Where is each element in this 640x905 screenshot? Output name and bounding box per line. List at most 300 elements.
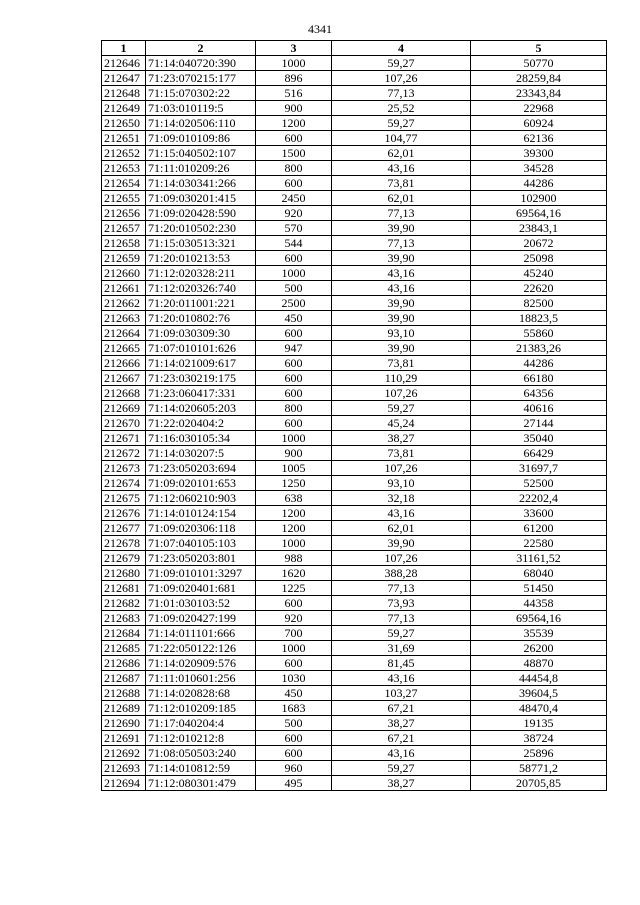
table-cell-col-2: 71:07:040105:103 [146, 536, 256, 551]
table-cell-col-4: 43,16 [332, 266, 471, 281]
column-header-5: 5 [471, 41, 607, 56]
table-row [102, 131, 607, 146]
table-cell-col-1: 212647 [102, 71, 146, 86]
table-row [102, 596, 607, 611]
table-cell-col-3: 2500 [256, 296, 332, 311]
table-cell-col-3: 600 [256, 356, 332, 371]
table-cell-col-3: 1000 [256, 266, 332, 281]
table-row [102, 671, 607, 686]
table-cell-col-1: 212689 [102, 701, 146, 716]
table-cell-col-1: 212686 [102, 656, 146, 671]
table-cell-col-4: 31,69 [332, 641, 471, 656]
table-cell-col-5: 44286 [471, 356, 607, 371]
table-cell-col-2: 71:12:010209:185 [146, 701, 256, 716]
table-cell-col-5: 62136 [471, 131, 607, 146]
table-cell-col-3: 450 [256, 311, 332, 326]
table-cell-col-5: 68040 [471, 566, 607, 581]
table-cell-col-4: 39,90 [332, 221, 471, 236]
table-cell-col-3: 988 [256, 551, 332, 566]
table-cell-col-5: 58771,2 [471, 761, 607, 776]
table-cell-col-3: 900 [256, 101, 332, 116]
table-cell-col-2: 71:09:020101:653 [146, 476, 256, 491]
table-cell-col-4: 38,27 [332, 776, 471, 791]
table-cell-col-5: 33600 [471, 506, 607, 521]
table-cell-col-4: 25,52 [332, 101, 471, 116]
table-row [102, 761, 607, 776]
table-cell-col-3: 1000 [256, 641, 332, 656]
table-cell-col-4: 73,93 [332, 596, 471, 611]
table-cell-col-2: 71:15:070302:22 [146, 86, 256, 101]
table-row [102, 701, 607, 716]
table-cell-col-1: 212682 [102, 596, 146, 611]
table-cell-col-1: 212651 [102, 131, 146, 146]
table-cell-col-3: 960 [256, 761, 332, 776]
table-row [102, 311, 607, 326]
table-cell-col-4: 32,18 [332, 491, 471, 506]
table-cell-col-4: 43,16 [332, 506, 471, 521]
table-cell-col-5: 22620 [471, 281, 607, 296]
table-cell-col-1: 212676 [102, 506, 146, 521]
table-cell-col-4: 77,13 [332, 206, 471, 221]
column-header-4: 4 [332, 41, 471, 56]
table-cell-col-4: 62,01 [332, 146, 471, 161]
table-cell-col-4: 45,24 [332, 416, 471, 431]
table-cell-col-5: 66429 [471, 446, 607, 461]
table-cell-col-2: 71:14:010812:59 [146, 761, 256, 776]
table-cell-col-1: 212664 [102, 326, 146, 341]
table-cell-col-5: 20705,85 [471, 776, 607, 791]
table-cell-col-2: 71:23:050203:694 [146, 461, 256, 476]
table-cell-col-1: 212668 [102, 386, 146, 401]
table-row [102, 611, 607, 626]
table-cell-col-3: 1200 [256, 116, 332, 131]
table-cell-col-4: 67,21 [332, 701, 471, 716]
table-cell-col-5: 82500 [471, 296, 607, 311]
table-cell-col-3: 1000 [256, 431, 332, 446]
table-row [102, 656, 607, 671]
table-row [102, 566, 607, 581]
table-cell-col-5: 39604,5 [471, 686, 607, 701]
table-cell-col-2: 71:23:060417:331 [146, 386, 256, 401]
table-cell-col-1: 212654 [102, 176, 146, 191]
table-cell-col-5: 39300 [471, 146, 607, 161]
table-cell-col-5: 18823,5 [471, 311, 607, 326]
column-header-1: 1 [102, 41, 146, 56]
table-cell-col-1: 212687 [102, 671, 146, 686]
table-cell-col-1: 212657 [102, 221, 146, 236]
table-cell-col-1: 212692 [102, 746, 146, 761]
table-cell-col-4: 43,16 [332, 746, 471, 761]
table-cell-col-3: 800 [256, 401, 332, 416]
table-cell-col-3: 1200 [256, 506, 332, 521]
table-cell-col-3: 516 [256, 86, 332, 101]
table-row [102, 446, 607, 461]
table-cell-col-1: 212652 [102, 146, 146, 161]
table-cell-col-2: 71:09:020427:199 [146, 611, 256, 626]
table-cell-col-3: 1005 [256, 461, 332, 476]
table-cell-col-3: 600 [256, 596, 332, 611]
table-row [102, 476, 607, 491]
table-cell-col-2: 71:14:020605:203 [146, 401, 256, 416]
table-row [102, 521, 607, 536]
table-cell-col-2: 71:14:010124:154 [146, 506, 256, 521]
table-row [102, 341, 607, 356]
table-row [102, 536, 607, 551]
table-row [102, 371, 607, 386]
table-cell-col-3: 2450 [256, 191, 332, 206]
table-cell-col-3: 600 [256, 386, 332, 401]
table-cell-col-1: 212675 [102, 491, 146, 506]
table-cell-col-5: 34528 [471, 161, 607, 176]
table-cell-col-1: 212672 [102, 446, 146, 461]
table-row [102, 431, 607, 446]
table-cell-col-4: 73,81 [332, 176, 471, 191]
table-cell-col-1: 212665 [102, 341, 146, 356]
table-cell-col-3: 947 [256, 341, 332, 356]
table-cell-col-4: 39,90 [332, 296, 471, 311]
table-cell-col-4: 62,01 [332, 191, 471, 206]
table-row [102, 116, 607, 131]
table-cell-col-3: 570 [256, 221, 332, 236]
table-cell-col-4: 59,27 [332, 626, 471, 641]
table-row [102, 236, 607, 251]
table-cell-col-2: 71:14:040720:390 [146, 56, 256, 71]
table-cell-col-5: 26200 [471, 641, 607, 656]
table-cell-col-1: 212658 [102, 236, 146, 251]
table-cell-col-3: 450 [256, 686, 332, 701]
table-cell-col-4: 73,81 [332, 446, 471, 461]
table-cell-col-4: 107,26 [332, 461, 471, 476]
table-cell-col-5: 60924 [471, 116, 607, 131]
table-cell-col-2: 71:12:010212:8 [146, 731, 256, 746]
table-cell-col-1: 212667 [102, 371, 146, 386]
table-cell-col-2: 71:22:050122:126 [146, 641, 256, 656]
table-cell-col-5: 22202,4 [471, 491, 607, 506]
table-cell-col-5: 44358 [471, 596, 607, 611]
table-cell-col-1: 212662 [102, 296, 146, 311]
table-cell-col-2: 71:09:010109:86 [146, 131, 256, 146]
table-cell-col-4: 107,26 [332, 71, 471, 86]
table-cell-col-2: 71:23:030219:175 [146, 371, 256, 386]
table-cell-col-1: 212659 [102, 251, 146, 266]
table-cell-col-4: 39,90 [332, 311, 471, 326]
table-cell-col-4: 388,28 [332, 566, 471, 581]
table-cell-col-5: 31697,7 [471, 461, 607, 476]
table-cell-col-5: 51450 [471, 581, 607, 596]
table-cell-col-4: 77,13 [332, 236, 471, 251]
table-cell-col-4: 93,10 [332, 476, 471, 491]
table-cell-col-3: 500 [256, 716, 332, 731]
column-header-2: 2 [146, 41, 256, 56]
table-cell-col-1: 212646 [102, 56, 146, 71]
table-cell-col-5: 48470,4 [471, 701, 607, 716]
table-cell-col-1: 212694 [102, 776, 146, 791]
table-row [102, 491, 607, 506]
column-header-3: 3 [256, 41, 332, 56]
table-cell-col-4: 104,77 [332, 131, 471, 146]
table-cell-col-2: 71:08:050503:240 [146, 746, 256, 761]
table-cell-col-4: 38,27 [332, 431, 471, 446]
table-cell-col-3: 920 [256, 611, 332, 626]
table-cell-col-2: 71:09:020306:118 [146, 521, 256, 536]
table-row [102, 506, 607, 521]
table-cell-col-4: 59,27 [332, 401, 471, 416]
table-cell-col-4: 59,27 [332, 761, 471, 776]
table-cell-col-3: 495 [256, 776, 332, 791]
table-cell-col-1: 212693 [102, 761, 146, 776]
table-cell-col-3: 1000 [256, 536, 332, 551]
table-row [102, 251, 607, 266]
table-cell-col-3: 500 [256, 281, 332, 296]
table-cell-col-2: 71:22:020404:2 [146, 416, 256, 431]
table-row [102, 266, 607, 281]
table-row [102, 461, 607, 476]
table-cell-col-5: 55860 [471, 326, 607, 341]
table-cell-col-2: 71:17:040204:4 [146, 716, 256, 731]
table-cell-col-5: 44454,8 [471, 671, 607, 686]
table-cell-col-4: 62,01 [332, 521, 471, 536]
table-cell-col-3: 600 [256, 731, 332, 746]
page-number: 4341 [308, 22, 332, 36]
table-row [102, 221, 607, 236]
table-cell-col-3: 1250 [256, 476, 332, 491]
table-cell-col-4: 107,26 [332, 386, 471, 401]
table-cell-col-5: 35539 [471, 626, 607, 641]
table-cell-col-1: 212681 [102, 581, 146, 596]
table-row [102, 146, 607, 161]
table-cell-col-1: 212660 [102, 266, 146, 281]
table-cell-col-4: 39,90 [332, 341, 471, 356]
table-cell-col-4: 43,16 [332, 161, 471, 176]
table-row [102, 746, 607, 761]
table-cell-col-4: 43,16 [332, 281, 471, 296]
table-cell-col-2: 71:11:010601:256 [146, 671, 256, 686]
table-row [102, 716, 607, 731]
table-row [102, 86, 607, 101]
table-cell-col-5: 22580 [471, 536, 607, 551]
table-cell-col-5: 23343,84 [471, 86, 607, 101]
table-cell-col-1: 212666 [102, 356, 146, 371]
table-cell-col-3: 1225 [256, 581, 332, 596]
table-row [102, 206, 607, 221]
table-cell-col-3: 1200 [256, 521, 332, 536]
table-cell-col-1: 212663 [102, 311, 146, 326]
table-cell-col-2: 71:12:020328:211 [146, 266, 256, 281]
table-cell-col-1: 212690 [102, 716, 146, 731]
table-cell-col-3: 600 [256, 131, 332, 146]
table-cell-col-5: 69564,16 [471, 206, 607, 221]
table-cell-col-2: 71:11:010209:26 [146, 161, 256, 176]
table-row [102, 581, 607, 596]
table-cell-col-1: 212679 [102, 551, 146, 566]
table-cell-col-2: 71:23:070215:177 [146, 71, 256, 86]
table-cell-col-1: 212680 [102, 566, 146, 581]
table-cell-col-4: 43,16 [332, 671, 471, 686]
table-row [102, 776, 607, 791]
table-cell-col-2: 71:09:030201:415 [146, 191, 256, 206]
table-cell-col-5: 52500 [471, 476, 607, 491]
table-cell-col-2: 71:07:010101:626 [146, 341, 256, 356]
table-row [102, 386, 607, 401]
table-cell-col-2: 71:03:010119:5 [146, 101, 256, 116]
table-row [102, 416, 607, 431]
table-cell-col-3: 1683 [256, 701, 332, 716]
table-cell-col-5: 20672 [471, 236, 607, 251]
table-cell-col-2: 71:14:030341:266 [146, 176, 256, 191]
table-row [102, 326, 607, 341]
table-cell-col-2: 71:20:010213:53 [146, 251, 256, 266]
table-cell-col-3: 600 [256, 416, 332, 431]
table-cell-col-4: 73,81 [332, 356, 471, 371]
table-cell-col-2: 71:01:030103:52 [146, 596, 256, 611]
table-cell-col-1: 212691 [102, 731, 146, 746]
table-cell-col-1: 212685 [102, 641, 146, 656]
table-cell-col-4: 107,26 [332, 551, 471, 566]
table-cell-col-4: 110,29 [332, 371, 471, 386]
table-row [102, 401, 607, 416]
table-row [102, 626, 607, 641]
table-row [102, 56, 607, 71]
table-cell-col-1: 212673 [102, 461, 146, 476]
table-cell-col-2: 71:14:020828:68 [146, 686, 256, 701]
table-cell-col-1: 212661 [102, 281, 146, 296]
table-cell-col-1: 212653 [102, 161, 146, 176]
table-row [102, 731, 607, 746]
table-cell-col-5: 64356 [471, 386, 607, 401]
table-cell-col-2: 71:20:011001:221 [146, 296, 256, 311]
cadastral-value-table [101, 40, 607, 791]
table-row [102, 551, 607, 566]
table-cell-col-2: 71:12:060210:903 [146, 491, 256, 506]
table-cell-col-5: 50770 [471, 56, 607, 71]
table-cell-col-3: 600 [256, 371, 332, 386]
table-cell-col-2: 71:14:011101:666 [146, 626, 256, 641]
table-cell-col-5: 27144 [471, 416, 607, 431]
table-cell-col-1: 212649 [102, 101, 146, 116]
table-row [102, 296, 607, 311]
table-cell-col-2: 71:12:020326:740 [146, 281, 256, 296]
table-cell-col-5: 45240 [471, 266, 607, 281]
table-cell-col-5: 38724 [471, 731, 607, 746]
table-cell-col-5: 102900 [471, 191, 607, 206]
table-cell-col-5: 28259,84 [471, 71, 607, 86]
table-cell-col-4: 81,45 [332, 656, 471, 671]
table-cell-col-2: 71:20:010802:76 [146, 311, 256, 326]
table-cell-col-3: 638 [256, 491, 332, 506]
table-cell-col-2: 71:09:030309:30 [146, 326, 256, 341]
table-cell-col-2: 71:14:030207:5 [146, 446, 256, 461]
table-cell-col-2: 71:14:020909:576 [146, 656, 256, 671]
table-cell-col-2: 71:14:020506:110 [146, 116, 256, 131]
table-cell-col-2: 71:20:010502:230 [146, 221, 256, 236]
table-cell-col-3: 544 [256, 236, 332, 251]
table-cell-col-3: 896 [256, 71, 332, 86]
table-cell-col-1: 212671 [102, 431, 146, 446]
table-cell-col-5: 48870 [471, 656, 607, 671]
table-cell-col-5: 23843,1 [471, 221, 607, 236]
table-cell-col-1: 212688 [102, 686, 146, 701]
table-row [102, 641, 607, 656]
table-cell-col-4: 77,13 [332, 611, 471, 626]
table-cell-col-1: 212650 [102, 116, 146, 131]
table-cell-col-4: 103,27 [332, 686, 471, 701]
table-cell-col-5: 19135 [471, 716, 607, 731]
table-cell-col-1: 212655 [102, 191, 146, 206]
table-row [102, 356, 607, 371]
table-cell-col-2: 71:15:040502:107 [146, 146, 256, 161]
table-cell-col-5: 61200 [471, 521, 607, 536]
table-cell-col-1: 212678 [102, 536, 146, 551]
table-cell-col-1: 212648 [102, 86, 146, 101]
table-cell-col-1: 212674 [102, 476, 146, 491]
table-cell-col-1: 212684 [102, 626, 146, 641]
table-cell-col-5: 25098 [471, 251, 607, 266]
table-cell-col-2: 71:16:030105:34 [146, 431, 256, 446]
table-row [102, 161, 607, 176]
table-cell-col-4: 39,90 [332, 536, 471, 551]
table-cell-col-5: 31161,52 [471, 551, 607, 566]
table-header-row [102, 41, 607, 56]
table-cell-col-4: 77,13 [332, 86, 471, 101]
table-row [102, 281, 607, 296]
table-cell-col-2: 71:09:010101:3297 [146, 566, 256, 581]
table-cell-col-3: 1500 [256, 146, 332, 161]
table-cell-col-5: 35040 [471, 431, 607, 446]
table-cell-col-4: 67,21 [332, 731, 471, 746]
table-cell-col-3: 700 [256, 626, 332, 641]
table-cell-col-2: 71:09:020428:590 [146, 206, 256, 221]
table-cell-col-5: 21383,26 [471, 341, 607, 356]
table-cell-col-5: 44286 [471, 176, 607, 191]
table-row [102, 686, 607, 701]
table-cell-col-4: 38,27 [332, 716, 471, 731]
table-cell-col-3: 800 [256, 161, 332, 176]
table-cell-col-1: 212683 [102, 611, 146, 626]
table-cell-col-3: 1620 [256, 566, 332, 581]
table-body [102, 56, 607, 791]
table-cell-col-3: 1030 [256, 671, 332, 686]
table-cell-col-5: 40616 [471, 401, 607, 416]
table-cell-col-4: 39,90 [332, 251, 471, 266]
table-cell-col-3: 600 [256, 326, 332, 341]
table-cell-col-2: 71:09:020401:681 [146, 581, 256, 596]
table-row [102, 176, 607, 191]
table-cell-col-3: 900 [256, 446, 332, 461]
table-cell-col-4: 59,27 [332, 56, 471, 71]
table-cell-col-2: 71:23:050203:801 [146, 551, 256, 566]
table-row [102, 71, 607, 86]
table-cell-col-1: 212669 [102, 401, 146, 416]
table-cell-col-4: 77,13 [332, 581, 471, 596]
table-cell-col-3: 600 [256, 251, 332, 266]
table-cell-col-2: 71:15:030513:321 [146, 236, 256, 251]
table-row [102, 101, 607, 116]
table-cell-col-1: 212677 [102, 521, 146, 536]
table-cell-col-3: 600 [256, 746, 332, 761]
table-cell-col-1: 212656 [102, 206, 146, 221]
table-cell-col-5: 22968 [471, 101, 607, 116]
table-cell-col-1: 212670 [102, 416, 146, 431]
table-cell-col-3: 920 [256, 206, 332, 221]
table-cell-col-3: 600 [256, 656, 332, 671]
table-cell-col-3: 600 [256, 176, 332, 191]
table-cell-col-5: 25896 [471, 746, 607, 761]
table-cell-col-5: 66180 [471, 371, 607, 386]
table-cell-col-3: 1000 [256, 56, 332, 71]
table-cell-col-5: 69564,16 [471, 611, 607, 626]
table-cell-col-4: 93,10 [332, 326, 471, 341]
table-row [102, 191, 607, 206]
